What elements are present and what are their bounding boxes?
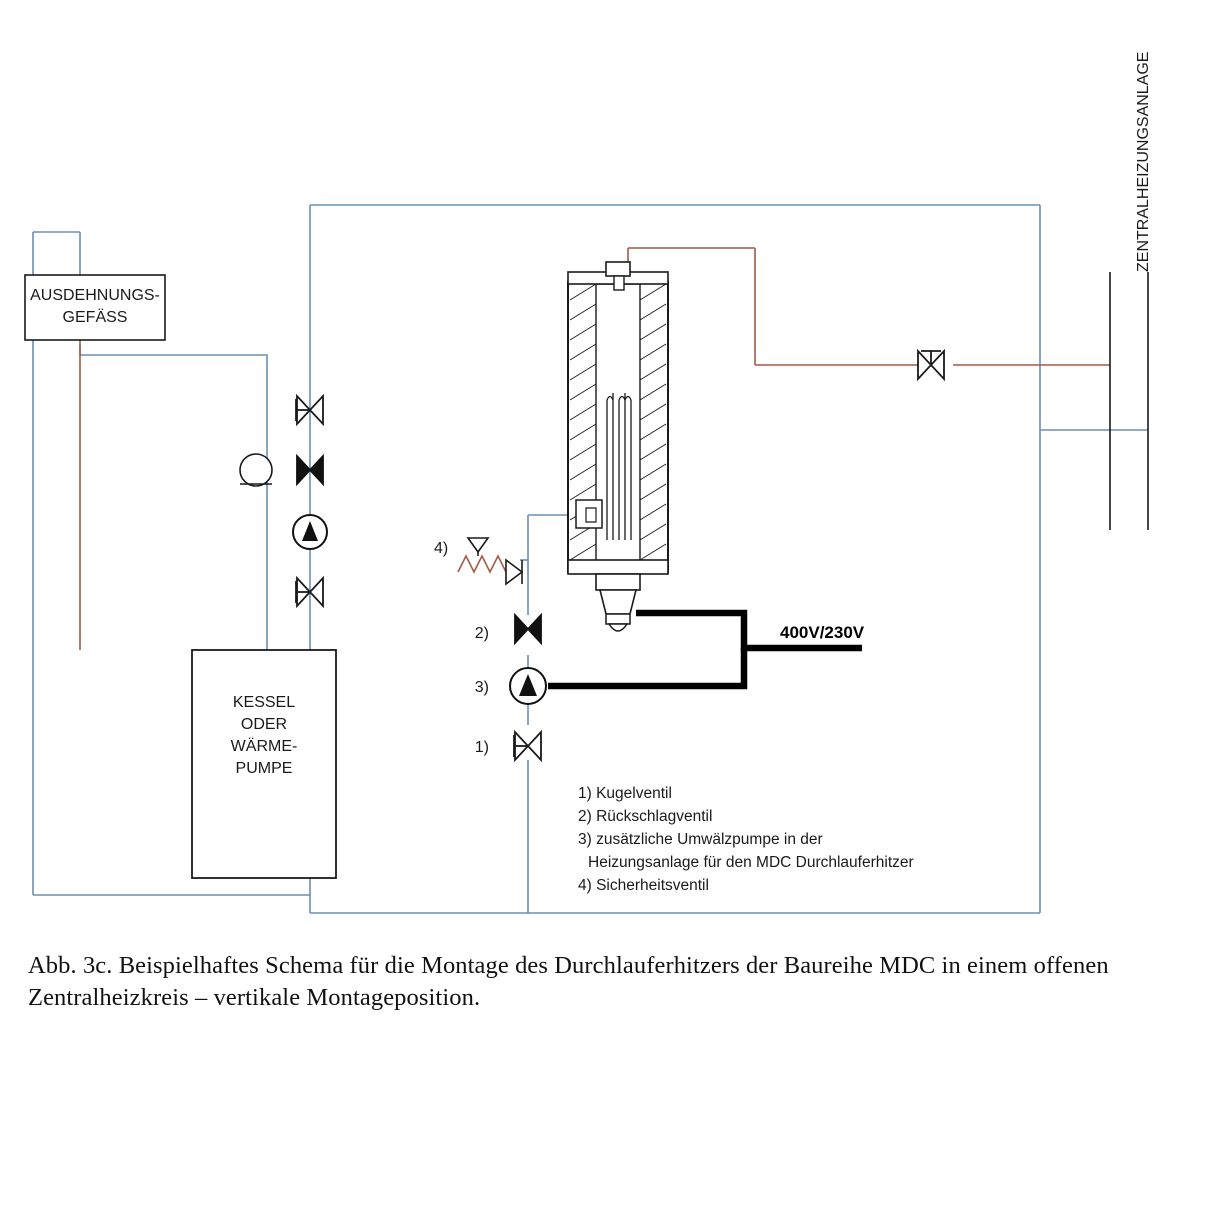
valve-gate-right	[918, 351, 944, 379]
pump-left	[293, 515, 327, 549]
gauge-left	[240, 454, 272, 486]
circulation-pump-3	[510, 668, 546, 704]
legend-item-3: 3) zusätzliche Umwälzpumpe in der	[578, 831, 823, 848]
ball-valve-1	[514, 732, 541, 760]
callout-4-label: 4)	[434, 540, 449, 557]
legend	[578, 785, 914, 894]
legend-item-4: 4) Sicherheitsventil	[578, 877, 709, 894]
expansion-vessel-label-line2: GEFÄSS	[62, 309, 128, 326]
safety-valve	[458, 538, 522, 584]
central-heating-label: ZENTRALHEIZUNGSANLAGE	[1135, 51, 1152, 272]
boiler-label-line1: KESSEL	[232, 694, 296, 711]
callout-1-label: 1)	[474, 739, 489, 756]
check-valve-2	[515, 615, 541, 643]
boiler-heatpump	[192, 650, 336, 878]
central-heating-system	[1110, 52, 1152, 530]
legend-item-1: 1) Kugelventil	[578, 785, 672, 802]
legend-item-2: 2) Rückschlagventil	[578, 808, 713, 825]
figure-caption: Abb. 3c. Beispielhaftes Schema für die Montage des Durchlauferhitzers der Baureihe MDC in einem offenen Zentralheizkreis – vertikale Montageposition.	[28, 952, 1109, 1012]
callout-3-label: 3)	[474, 679, 489, 696]
boiler-label-line3: WÄRME-	[230, 738, 298, 755]
legend-item-3-cont: Heizungsanlage für den MDC Durchlauferhitzer	[588, 854, 914, 871]
boiler-label-line4: PUMPE	[235, 760, 293, 777]
mdc-water-heater	[568, 262, 668, 631]
voltage-label: 400V/230V	[780, 623, 865, 642]
callout-2-label: 2)	[474, 625, 489, 642]
boiler-label-line2: ODER	[240, 716, 288, 733]
expansion-vessel-label-line1: AUSDEHNUNGS-	[30, 287, 160, 304]
expansion-vessel	[25, 275, 165, 340]
